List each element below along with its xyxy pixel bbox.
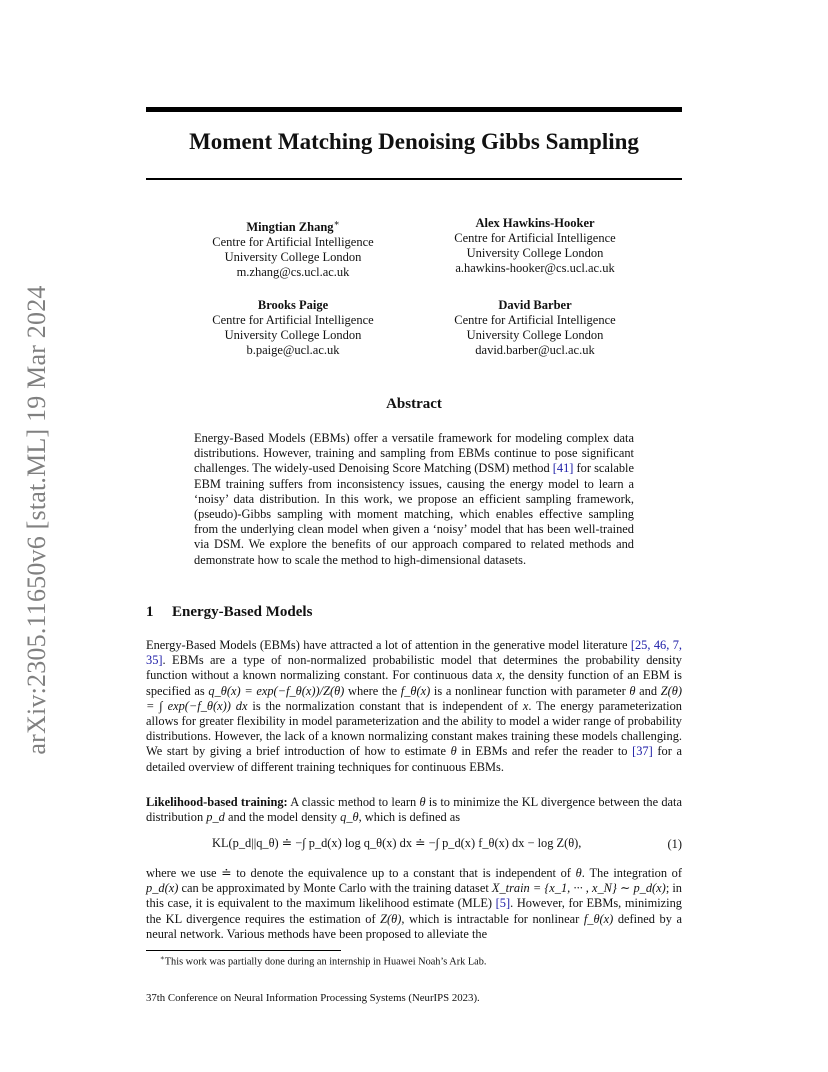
author-block-3 bbox=[163, 298, 423, 358]
author-institution: University College London bbox=[224, 328, 362, 342]
section-number: 1 bbox=[146, 604, 154, 620]
author-institution: University College London bbox=[466, 246, 604, 260]
math-var: θ bbox=[575, 866, 582, 880]
footnote: ∗This work was partially done during an internship in Huawei Noah’s Ark Lab. bbox=[160, 954, 487, 968]
author-footnote-mark: ∗ bbox=[333, 218, 340, 228]
venue-line: 37th Conference on Neural Information Processing Systems (NeurIPS 2023). bbox=[146, 992, 480, 1004]
author-name: Mingtian Zhang∗ bbox=[246, 218, 340, 235]
author-institution: University College London bbox=[224, 250, 362, 265]
abstract-heading: Abstract bbox=[386, 396, 442, 412]
author-name: Brooks Paige bbox=[257, 298, 329, 312]
math-var: θ bbox=[419, 795, 426, 809]
title-rule-bottom bbox=[146, 178, 682, 180]
citation-link[interactable]: [37] bbox=[632, 744, 653, 759]
math-expression: f_θ(x) bbox=[583, 911, 614, 926]
math-expression: q_θ(x) = exp(−f_θ(x))/Z(θ) bbox=[208, 683, 345, 698]
footnote-mark: ∗ bbox=[160, 954, 165, 962]
math-var: θ bbox=[629, 683, 636, 698]
author-affiliation: Centre for Artificial Intelligence bbox=[212, 235, 374, 250]
math-var: x bbox=[496, 668, 502, 683]
author-email: a.hawkins-hooker@cs.ucl.ac.uk bbox=[455, 261, 615, 275]
equation-number: (1) bbox=[667, 837, 682, 851]
equation-body: KL(p_d||q_θ) ≐ −∫ p_d(x) log q_θ(x) dx ≐ −∫ p_d(x) f_θ(x) dx − log Z(θ), bbox=[212, 836, 582, 850]
math-expression: f_θ(x) bbox=[400, 683, 431, 698]
paragraph-likelihood-training: Likelihood-based training: A classic method to learn θ is to minimize the KL divergence between the data distribution p_d and the model density q_θ, which is defined as bbox=[146, 795, 682, 825]
paragraph-ebm-intro: Energy-Based Models (EBMs) have attracted a lot of attention in the generative model literature [25, 46, 7, 35]. EBMs are a type of non-normalized probabilistic model that determines the probability density function without a known normalizing constant. For continuous data x, the density function of an EBM is specified as q_θ(x) = exp(−f_θ(x))/Z(θ) where the f_θ(x) is a nonlinear function with parameter θ and Z(θ) = ∫ exp(−f_θ(x)) dx is the normalization constant that is independent of x. The energy parameterization allows for greater flexibility in model parameterization and the ability to model a wider range of probability distributions. However, the lack of a known normalizing constant makes training these models challenging. We start by giving a brief introduction of how to estimate θ in EBMs and refer the reader to [37] for a detailed overview of different training techniques for continuous EBMs. bbox=[146, 638, 682, 774]
paragraph-lead: Likelihood-based training: bbox=[146, 795, 288, 809]
author-email: david.barber@ucl.ac.uk bbox=[475, 343, 595, 357]
math-expression: p_d(x) bbox=[146, 881, 179, 896]
footnote-rule bbox=[146, 950, 341, 951]
citation-link[interactable]: [41] bbox=[552, 461, 574, 476]
math-expression: p_d bbox=[206, 810, 225, 825]
section-heading bbox=[146, 604, 312, 621]
citation-link[interactable]: [5] bbox=[495, 896, 511, 911]
abstract-text: Energy-Based Models (EBMs) offer a versatile framework for modeling complex data distributions. However, training and sampling from EBMs continue to pose significant challenges. The widely-used Denoising Score Matching (DSM) method [41] for scalable EBM training suffers from inconsistency issues, causing the energy model to learn a ‘noisy’ data distribution. In this work, we propose an efficient sampling framework, (pseudo)-Gibbs sampling with moment matching, which enables effective sampling from the underlying clean model when given a ‘noisy’ model that has been well-trained via DSM. We explore the benefits of our approach compared to related methods and demonstrate how to scale the method to high-dimensional datasets. bbox=[194, 431, 635, 567]
section-title: Energy-Based Models bbox=[172, 604, 313, 620]
author-block-1 bbox=[163, 216, 423, 280]
title-rule-top bbox=[146, 107, 682, 112]
paragraph-kl-explanation: where we use ≐ to denote the equivalence up to a constant that is independent of θ. The integration of p_d(x) can be approximated by Monte Carlo with the training dataset X_train = {x_1, ··· , x_N} ∼ p_d(x); in this case, it is equivalent to the maximum likelihood estimate (MLE) [5]. However, for EBMs, minimizing the KL divergence requires the estimation of Z(θ), which is intractable for nonlinear f_θ(x) defined by a neural network. Various methods have been proposed to alleviate the bbox=[146, 866, 683, 941]
math-expression: q_θ bbox=[340, 810, 359, 825]
author-affiliation: Centre for Artificial Intelligence bbox=[454, 313, 616, 327]
math-var: θ bbox=[450, 744, 457, 759]
author-block-4 bbox=[405, 298, 665, 358]
author-email: b.paige@ucl.ac.uk bbox=[246, 343, 340, 357]
author-affiliation: Centre for Artificial Intelligence bbox=[454, 231, 616, 245]
author-block-2 bbox=[405, 216, 665, 276]
author-email: m.zhang@cs.ucl.ac.uk bbox=[236, 265, 350, 280]
citation-link[interactable]: [25, 46, 7, 35] bbox=[146, 638, 682, 668]
math-var: x bbox=[522, 698, 529, 713]
author-name: Alex Hawkins-Hooker bbox=[475, 216, 595, 230]
author-institution: University College London bbox=[466, 328, 604, 342]
arxiv-sidebar-identifier: arXiv:2305.11650v6 [stat.ML] 19 Mar 2024 bbox=[22, 285, 51, 755]
math-expression: Z(θ) = ∫ exp(−f_θ(x)) dx bbox=[146, 683, 682, 713]
math-expression: X_train = {x_1, ··· , x_N} ∼ p_d(x) bbox=[491, 881, 666, 896]
author-name: David Barber bbox=[498, 298, 572, 312]
equation-1 bbox=[146, 833, 682, 857]
math-expression: Z(θ) bbox=[380, 911, 402, 926]
author-affiliation: Centre for Artificial Intelligence bbox=[212, 313, 374, 327]
paper-title: Moment Matching Denoising Gibbs Sampling bbox=[189, 129, 639, 154]
